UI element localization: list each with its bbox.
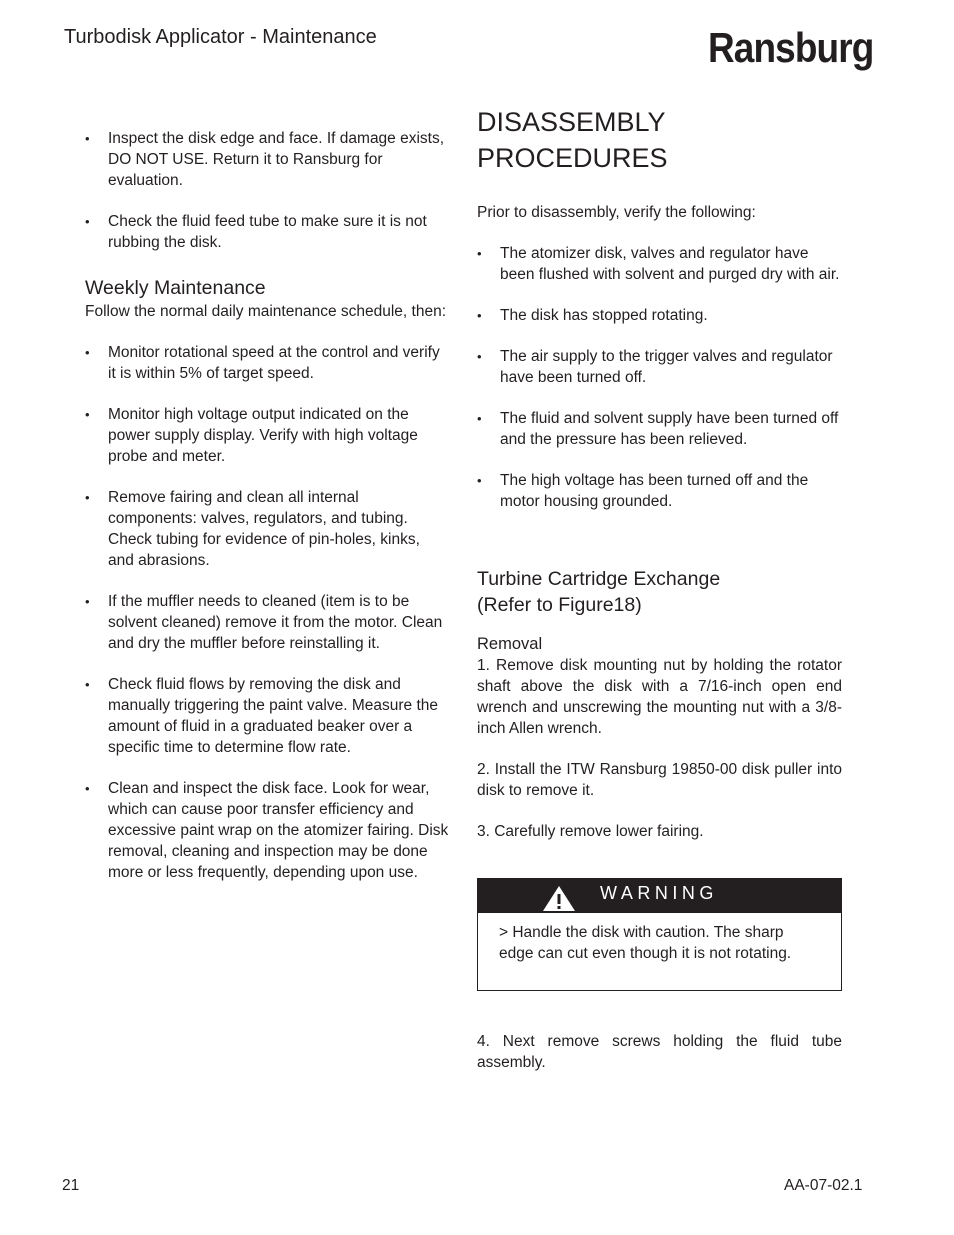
warning-text: > Handle the disk with caution. The sharp edge can cut even though it is not rotating.	[499, 924, 792, 962]
bullet-item: • The air supply to the trigger valves and regulator have been turned off.	[477, 346, 842, 388]
removal-heading: Removal	[477, 635, 543, 653]
bullet-item: • The fluid and solvent supply have been turned off and the pressure has been relieved.	[477, 408, 842, 450]
document-code: AA-07-02.1	[784, 1177, 863, 1194]
bullet-item: • The disk has stopped rotating.	[477, 305, 842, 326]
page-number: 21	[62, 1177, 80, 1194]
disassembly-intro: Prior to disassembly, verify the following:	[477, 204, 756, 221]
removal-step-3: 3. Carefully remove lower fairing.	[477, 823, 704, 840]
bullet-item: • Monitor rotational speed at the control and verify it is within 5% of target speed.	[85, 342, 450, 384]
left-column	[85, 128, 450, 903]
warning-label: WARNING	[600, 883, 718, 903]
removal-step-2: 2. Install the ITW Ransburg 19850-00 disk puller into disk to remove it.	[477, 761, 842, 799]
bullet-item: • Inspect the disk edge and face. If damage exists, DO NOT USE. Return it to Ransburg for evaluation.	[85, 128, 450, 191]
weekly-intro: Follow the normal daily maintenance schedule, then:	[85, 303, 447, 320]
warning-header	[478, 879, 841, 913]
warning-triangle-icon	[542, 885, 576, 912]
bullet-item: • If the muffler needs to cleaned (item is to be solvent cleaned) remove it from the motor. Clean and dry the muffler before reinstalling it.	[85, 591, 450, 654]
removal-step-1: 1. Remove disk mounting nut by holding the rotator shaft above the disk with a 7/16-inch open end wrench and unscrewing the mounting nut with a 3/8-inch Allen wrench.	[477, 657, 842, 737]
turbine-heading-line1: Turbine Cartridge Exchange	[477, 568, 721, 590]
section-title: DISASSEMBLY PROCEDURES	[477, 107, 668, 173]
weekly-maintenance-heading: Weekly Maintenance	[85, 277, 266, 299]
turbine-heading-line2: (Refer to Figure18)	[477, 594, 642, 616]
removal-step-4: 4. Next remove screws holding the fluid tube assembly.	[477, 1033, 842, 1071]
bullet-item: • The high voltage has been turned off and the motor housing grounded.	[477, 470, 842, 512]
warning-box	[477, 878, 842, 991]
bullet-item: • Check fluid flows by removing the disk and manually triggering the paint valve. Measure the amount of fluid in a graduated beaker over a specific time to determine flow rate.	[85, 674, 450, 758]
header-title: Turbodisk Applicator - Maintenance	[64, 26, 377, 48]
ransburg-logo: Ransburg	[708, 24, 874, 71]
right-column	[477, 104, 842, 1093]
bullet-item: • The atomizer disk, valves and regulator have been flushed with solvent and purged dry with air.	[477, 243, 842, 285]
bullet-item: • Monitor high voltage output indicated on the power supply display. Verify with high voltage probe and meter.	[85, 404, 450, 467]
bullet-item: • Check the fluid feed tube to make sure it is not rubbing the disk.	[85, 211, 450, 253]
bullet-item: • Remove fairing and clean all internal components: valves, regulators, and tubing. Check tubing for evidence of pin-holes, kinks, and abrasions.	[85, 487, 450, 571]
bullet-item: • Clean and inspect the disk face. Look for wear, which can cause poor transfer efficiency and excessive paint wrap on the atomizer fairing. Disk removal, cleaning and inspection may be done more or less frequently, depending upon use.	[85, 778, 450, 883]
